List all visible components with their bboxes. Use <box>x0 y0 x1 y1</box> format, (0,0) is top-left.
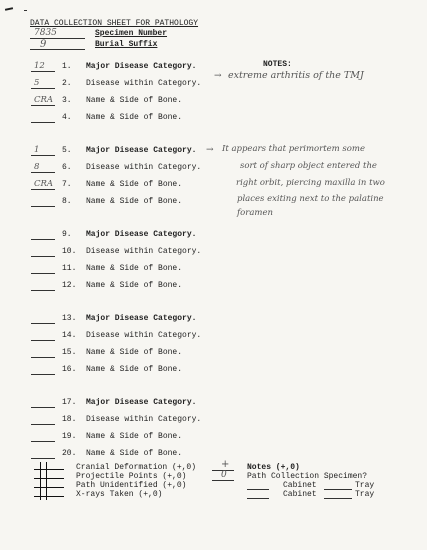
item-blank <box>31 256 55 257</box>
item-value: CRA <box>34 179 54 189</box>
footer-notes: Notes (+,0) <box>247 463 300 472</box>
footer-path-collection-value: 0 <box>221 470 227 480</box>
item-blank <box>31 155 55 156</box>
footer-tray-blank-2 <box>324 498 352 499</box>
item-label: Disease within Category. <box>86 415 202 424</box>
footer-cranial-deformation: Cranial Deformation (+,0) <box>76 463 197 472</box>
item-number: 7. <box>62 180 72 189</box>
item-blank <box>31 71 55 72</box>
item-number: 19. <box>62 432 77 441</box>
item-label: Name & Side of Bone. <box>86 96 183 105</box>
item-value: 1 <box>34 145 40 155</box>
footer-mark-vertical-1 <box>40 462 41 500</box>
footer-cabinet-label-1: Cabinet <box>283 481 317 490</box>
item-blank <box>31 357 55 358</box>
item-label: Disease within Category. <box>86 163 202 172</box>
item-label: Disease within Category. <box>86 247 202 256</box>
item-number: 15. <box>62 348 77 357</box>
note-arrow-2: → <box>206 145 214 155</box>
notes-heading: NOTES: <box>263 60 292 69</box>
item-number: 12. <box>62 281 77 290</box>
corner-mark <box>5 7 13 11</box>
handwritten-note-2-line-5: foramen <box>237 208 273 218</box>
item-label: Major Disease Category. <box>86 146 197 155</box>
item-value: CRA <box>34 95 54 105</box>
item-label: Major Disease Category. <box>86 314 197 323</box>
footer-path-collection: Path Collection Specimen? <box>247 472 368 481</box>
item-blank <box>31 290 55 291</box>
item-blank <box>31 105 55 106</box>
handwritten-note-2-line-2: sort of sharp object entered the <box>240 161 377 171</box>
item-blank <box>31 374 55 375</box>
item-value: 5 <box>34 78 40 88</box>
footer-tray-label-2: Tray <box>355 490 375 499</box>
item-label: Disease within Category. <box>86 79 202 88</box>
footer-cabinet-blank-2 <box>247 498 269 499</box>
note-arrow-1: → <box>214 71 222 81</box>
item-label: Major Disease Category. <box>86 62 197 71</box>
burial-suffix-blank <box>30 49 85 50</box>
handwritten-note-2-line-1: It appears that perimortem some <box>222 144 365 154</box>
item-number: 9. <box>62 230 72 239</box>
item-number: 20. <box>62 449 77 458</box>
specimen-number-label: Specimen Number <box>95 29 168 38</box>
item-label: Name & Side of Bone. <box>86 197 183 206</box>
footer-mark-row-2 <box>34 478 64 479</box>
item-blank <box>31 340 55 341</box>
item-label: Name & Side of Bone. <box>86 365 183 374</box>
item-label: Name & Side of Bone. <box>86 348 183 357</box>
handwritten-note-2-line-4: places exiting next to the palatine <box>237 194 384 204</box>
footer-mark-vertical-2 <box>46 462 47 500</box>
footer-mark-row-3 <box>34 487 64 488</box>
footer-tray-blank-1 <box>324 489 352 490</box>
item-number: 8. <box>62 197 72 206</box>
item-label: Name & Side of Bone. <box>86 281 183 290</box>
item-value: 8 <box>34 162 40 172</box>
item-number: 16. <box>62 365 77 374</box>
specimen-number-value: 7835 <box>34 28 57 38</box>
footer-xrays-taken: X-rays Taken (+,0) <box>76 490 163 499</box>
handwritten-note-1: extreme arthritis of the TMJ <box>228 70 364 81</box>
item-value: 12 <box>34 61 45 71</box>
handwritten-note-2-line-3: right orbit, piercing maxilla in two <box>236 178 385 188</box>
footer-tray-label-1: Tray <box>355 481 375 490</box>
page-title: DATA COLLECTION SHEET FOR PATHOLOGY <box>30 19 199 28</box>
item-number: 2. <box>62 79 72 88</box>
footer-cabinet-label-2: Cabinet <box>283 490 317 499</box>
item-blank <box>31 206 55 207</box>
footer-path-unidentified: Path Unidentified (+,0) <box>76 481 187 490</box>
item-number: 13. <box>62 314 77 323</box>
item-number: 4. <box>62 113 72 122</box>
item-number: 18. <box>62 415 77 424</box>
item-blank <box>31 424 55 425</box>
footer-cabinet-blank-1 <box>247 489 269 490</box>
item-number: 1. <box>62 62 72 71</box>
item-number: 6. <box>62 163 72 172</box>
item-label: Name & Side of Bone. <box>86 264 183 273</box>
item-number: 11. <box>62 264 77 273</box>
item-number: 14. <box>62 331 77 340</box>
item-blank <box>31 407 55 408</box>
item-blank <box>31 441 55 442</box>
footer-projectile-points: Projectile Points (+,0) <box>76 472 187 481</box>
item-label: Major Disease Category. <box>86 230 197 239</box>
footer-path-collection-blank <box>212 480 234 481</box>
item-blank <box>31 172 55 173</box>
item-label: Name & Side of Bone. <box>86 432 183 441</box>
specimen-number-blank <box>30 38 85 39</box>
footer-mark-row-1 <box>34 469 64 470</box>
item-blank <box>31 458 55 459</box>
footer-mark-row-4 <box>34 496 64 497</box>
item-label: Major Disease Category. <box>86 398 197 407</box>
item-number: 3. <box>62 96 72 105</box>
item-number: 10. <box>62 247 77 256</box>
item-blank <box>31 323 55 324</box>
corner-mark-small <box>24 10 27 11</box>
item-number: 17. <box>62 398 77 407</box>
item-label: Disease within Category. <box>86 331 202 340</box>
item-blank <box>31 239 55 240</box>
item-blank <box>31 88 55 89</box>
item-label: Name & Side of Bone. <box>86 449 183 458</box>
burial-suffix-label: Burial Suffix <box>95 40 158 49</box>
item-blank <box>31 189 55 190</box>
item-label: Name & Side of Bone. <box>86 113 183 122</box>
item-label: Name & Side of Bone. <box>86 180 183 189</box>
item-number: 5. <box>62 146 72 155</box>
burial-suffix-value: 9 <box>40 39 47 50</box>
footer-notes-value: + <box>221 459 230 470</box>
item-blank <box>31 122 55 123</box>
item-blank <box>31 273 55 274</box>
